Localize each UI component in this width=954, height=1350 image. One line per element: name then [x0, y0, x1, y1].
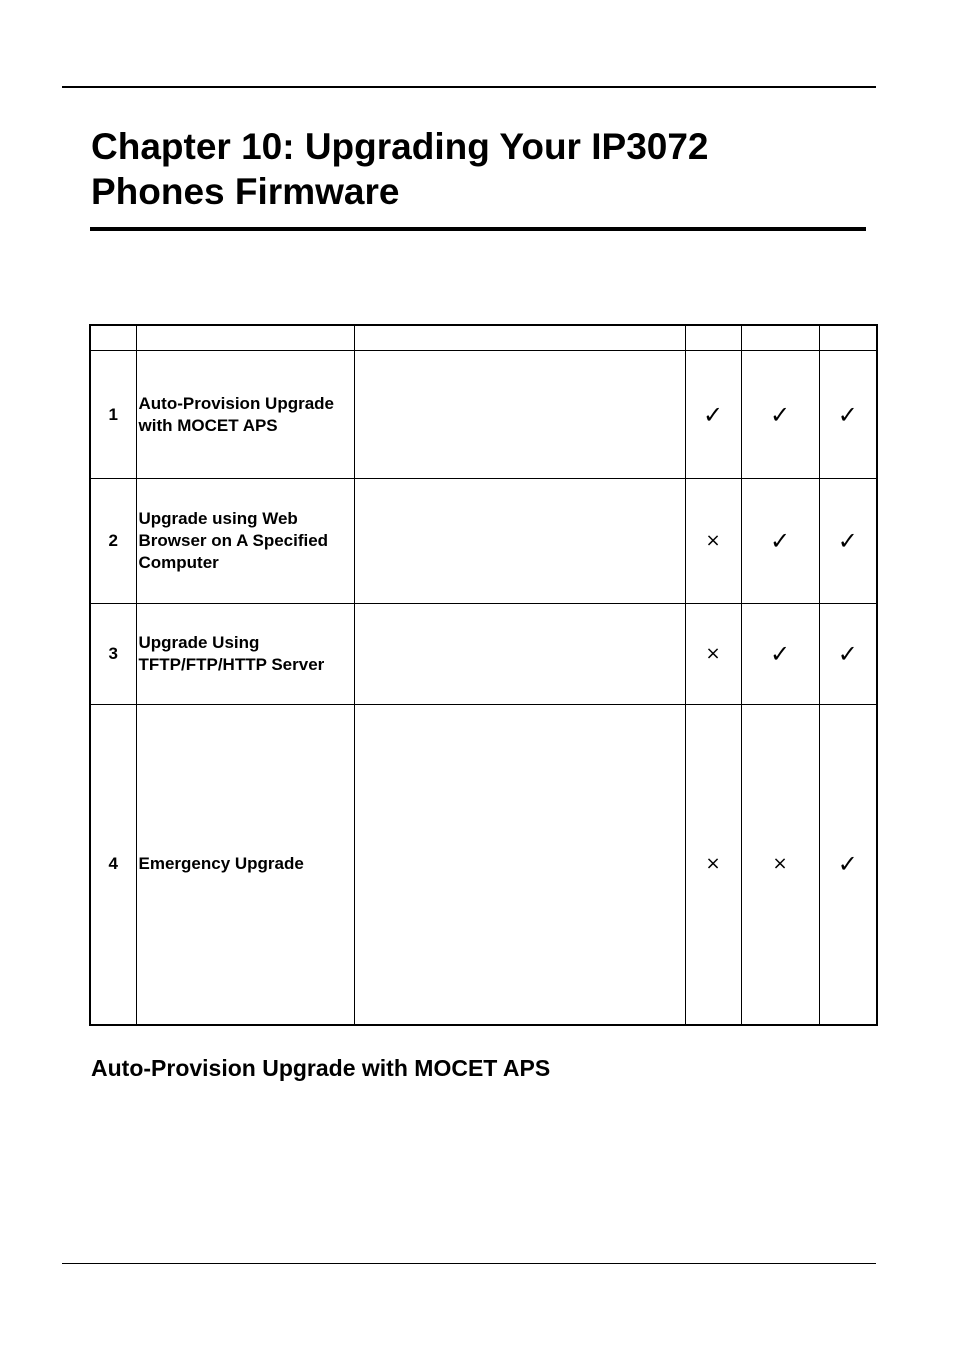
method-description [354, 351, 685, 479]
table-row [90, 351, 877, 479]
method-description [354, 705, 685, 1025]
upgrade-methods-table [89, 324, 878, 1026]
bottom-rule [62, 1263, 876, 1264]
cross-icon: × [685, 705, 741, 1025]
header-cell [354, 325, 685, 351]
check-icon: ✓ [819, 604, 877, 705]
check-icon: ✓ [685, 351, 741, 479]
row-number: 3 [90, 604, 136, 705]
cross-icon: × [685, 604, 741, 705]
check-icon: ✓ [741, 604, 819, 705]
method-description [354, 479, 685, 604]
check-icon: ✓ [741, 351, 819, 479]
check-icon: ✓ [741, 479, 819, 604]
header-cell [819, 325, 877, 351]
row-number: 4 [90, 705, 136, 1025]
check-icon: ✓ [819, 479, 877, 604]
check-icon: ✓ [819, 705, 877, 1025]
method-name: Upgrade Using TFTP/FTP/HTTP Server [136, 604, 354, 705]
table-row [90, 705, 877, 1025]
method-description [354, 604, 685, 705]
chapter-title-line-2: Phones Firmware [91, 171, 400, 212]
cross-icon: × [685, 479, 741, 604]
header-cell [136, 325, 354, 351]
method-name: Emergency Upgrade [136, 705, 354, 1025]
table-row [90, 604, 877, 705]
method-name: Auto-Provision Upgrade with MOCET APS [136, 351, 354, 479]
check-icon: ✓ [819, 351, 877, 479]
section-heading: Auto-Provision Upgrade with MOCET APS [91, 1055, 551, 1081]
method-name: Upgrade using Web Browser on A Specified Computer [136, 479, 354, 604]
title-underline [90, 227, 866, 231]
header-cell [90, 325, 136, 351]
row-number: 1 [90, 351, 136, 479]
chapter-title [91, 124, 851, 214]
table-header-row [90, 325, 877, 351]
row-number: 2 [90, 479, 136, 604]
header-cell [685, 325, 741, 351]
header-cell [741, 325, 819, 351]
table-row [90, 479, 877, 604]
top-rule [62, 86, 876, 88]
chapter-title-line-1: Chapter 10: Upgrading Your IP3072 [91, 126, 709, 167]
cross-icon: × [741, 705, 819, 1025]
